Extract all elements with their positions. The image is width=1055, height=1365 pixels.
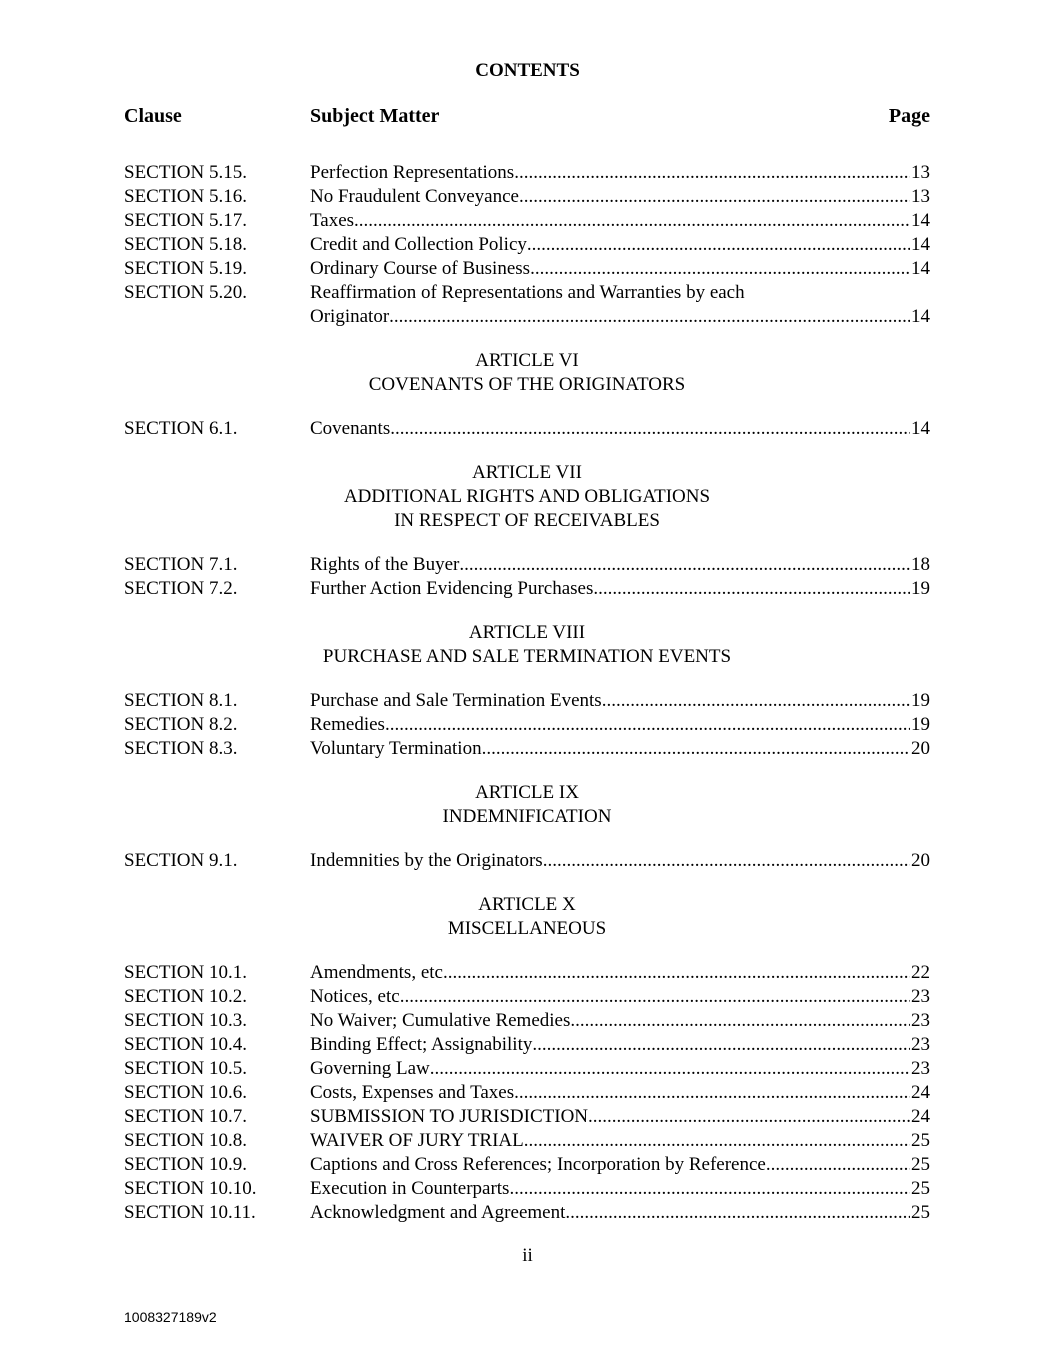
column-header-clause: Clause [124,105,182,127]
dot-leader [459,553,910,577]
subject-text: Originator [310,306,390,327]
subject-text: Ordinary Course of Business [310,258,531,279]
clause-number: SECTION 5.19. [124,258,247,279]
page-number: ii [522,1245,533,1266]
dot-leader [400,985,910,1009]
toc-entry[interactable] [124,257,930,281]
toc-entry[interactable] [124,1081,930,1105]
page-ref: 25 [911,1178,930,1199]
article-number: ARTICLE IX [475,782,579,803]
page-ref: 23 [911,1034,930,1055]
clause-number: SECTION 7.1. [124,554,238,575]
clause-number: SECTION 5.18. [124,234,247,255]
page-ref: 13 [911,162,930,183]
dot-leader [565,1201,910,1225]
clause-number: SECTION 10.7. [124,1106,247,1127]
toc-entry[interactable] [124,417,930,441]
page-ref: 14 [911,418,930,439]
page-ref: 13 [911,186,930,207]
dot-leader [602,689,910,713]
toc-entry[interactable] [124,577,930,601]
clause-number: SECTION 5.16. [124,186,247,207]
toc-entry[interactable] [124,737,930,761]
toc-entry[interactable] [124,849,930,873]
page-ref: 19 [911,714,930,735]
dot-leader [514,161,910,185]
page-ref: 25 [911,1202,930,1223]
subject-text: Further Action Evidencing Purchases [310,578,594,599]
clause-number: SECTION 10.10. [124,1178,257,1199]
clause-number: SECTION 5.17. [124,210,247,231]
page-ref: 19 [911,690,930,711]
subject-text: Indemnities by the Originators [310,850,543,871]
document-id: 1008327189v2 [124,1309,217,1325]
clause-number: SECTION 8.2. [124,714,238,735]
subject-text: Execution in Counterparts [310,1178,510,1199]
subject-text: Credit and Collection Policy [310,234,527,255]
subject-text: Covenants [310,418,391,439]
clause-number: SECTION 7.2. [124,578,238,599]
dot-leader [593,577,910,601]
dot-leader [385,713,910,737]
page-ref: 24 [911,1106,930,1127]
clause-number: SECTION 10.3. [124,1010,247,1031]
article-title: ADDITIONAL RIGHTS AND OBLIGATIONS [343,486,711,507]
article-number: ARTICLE VI [475,350,579,371]
subject-text: No Waiver; Cumulative Remedies [310,1010,571,1031]
page-ref: 19 [911,578,930,599]
dot-leader [527,233,910,257]
dot-leader [389,305,910,329]
toc-entry[interactable] [124,1153,930,1177]
article-title: PURCHASE AND SALE TERMINATION EVENTS [322,646,732,667]
toc-entry[interactable] [124,1033,930,1057]
subject-text: Perfection Representations [310,162,515,183]
dot-leader [430,1057,910,1081]
clause-number: SECTION 10.1. [124,962,247,983]
subject-text: Captions and Cross References; Incorporation by Reference [310,1154,766,1175]
subject-text: Taxes [310,210,355,231]
toc-entry[interactable] [124,689,930,713]
page-ref: 24 [911,1082,930,1103]
page-ref: 23 [911,1058,930,1079]
subject-text: WAIVER OF JURY TRIAL [310,1130,524,1151]
subject-text: Binding Effect; Assignability [310,1034,533,1055]
page-ref: 23 [911,1010,930,1031]
article-heading [124,893,930,941]
toc-entry[interactable] [124,1009,930,1033]
dot-leader [354,209,910,233]
page-ref: 18 [911,554,930,575]
dot-leader [443,961,910,985]
page-ref: 14 [911,234,930,255]
article-title: INDEMNIFICATION [442,806,612,827]
column-header-page: Page [888,105,930,127]
dot-leader [390,417,910,441]
page-ref: 14 [911,210,930,231]
toc-entry[interactable] [124,1129,930,1153]
article-title: COVENANTS OF THE ORIGINATORS [368,374,686,395]
table-of-contents [124,161,930,1225]
toc-entry[interactable] [124,985,930,1009]
page-ref: 25 [911,1154,930,1175]
toc-entry[interactable] [124,281,930,329]
dot-leader [766,1153,910,1177]
page-ref: 14 [911,306,930,327]
dot-leader [530,257,910,281]
page-ref: 23 [911,986,930,1007]
clause-number: SECTION 6.1. [124,418,238,439]
dot-leader [570,1009,910,1033]
toc-entry[interactable] [124,1201,930,1225]
page-ref: 22 [911,962,930,983]
toc-entry[interactable] [124,713,930,737]
toc-entry[interactable] [124,209,930,233]
page-title: CONTENTS [475,60,580,81]
subject-text: Costs, Expenses and Taxes [310,1082,515,1103]
page-ref: 20 [911,850,930,871]
subject-text: No Fraudulent Conveyance [310,186,519,207]
dot-leader [519,185,910,209]
toc-entry[interactable] [124,553,930,577]
subject-text: SUBMISSION TO JURISDICTION [310,1106,589,1127]
toc-entry[interactable] [124,961,930,985]
subject-text: Rights of the Buyer [310,554,460,575]
page-ref: 20 [911,738,930,759]
clause-number: SECTION 8.3. [124,738,238,759]
article-heading [124,349,930,397]
clause-number: SECTION 8.1. [124,690,238,711]
clause-number: SECTION 10.5. [124,1058,247,1079]
article-heading [124,621,930,669]
page-ref: 14 [911,258,930,279]
article-title: IN RESPECT OF RECEIVABLES [394,510,660,531]
clause-number: SECTION 10.9. [124,1154,247,1175]
clause-number: SECTION 10.2. [124,986,247,1007]
clause-number: SECTION 5.15. [124,162,247,183]
column-header-subject: Subject Matter [310,105,440,127]
subject-text: Voluntary Termination [310,738,482,759]
clause-number: SECTION 10.8. [124,1130,247,1151]
clause-number: SECTION 10.11. [124,1202,256,1223]
article-heading [124,781,930,829]
clause-number: SECTION 9.1. [124,850,238,871]
toc-entry[interactable] [124,1177,930,1201]
clause-number: SECTION 5.20. [124,282,247,303]
subject-text: Purchase and Sale Termination Events [310,690,602,711]
toc-entry[interactable] [124,1105,930,1129]
clause-number: SECTION 10.6. [124,1082,247,1103]
clause-number: SECTION 10.4. [124,1034,247,1055]
subject-text: Acknowledgment and Agreement [310,1202,566,1223]
dot-leader [532,1033,910,1057]
toc-entry[interactable] [124,161,930,185]
toc-entry[interactable] [124,233,930,257]
dot-leader [509,1177,910,1201]
toc-entry[interactable] [124,1057,930,1081]
article-title: MISCELLANEOUS [447,918,607,939]
dot-leader [482,737,910,761]
article-number: ARTICLE VIII [468,622,586,643]
page-ref: 25 [911,1130,930,1151]
article-number: ARTICLE VII [472,462,582,483]
dot-leader [543,849,910,873]
subject-text: Remedies [310,714,385,735]
subject-text: Governing Law [310,1058,430,1079]
subject-text-line1: Reaffirmation of Representations and Warranties by each [310,282,745,303]
toc-entry[interactable] [124,185,930,209]
article-number: ARTICLE X [478,894,576,915]
dot-leader [524,1129,910,1153]
subject-text: Notices, etc [310,986,400,1007]
article-heading [124,461,930,533]
dot-leader [514,1081,910,1105]
dot-leader [588,1105,910,1129]
subject-text: Amendments, etc [310,962,443,983]
toc-column-headers [124,103,930,129]
